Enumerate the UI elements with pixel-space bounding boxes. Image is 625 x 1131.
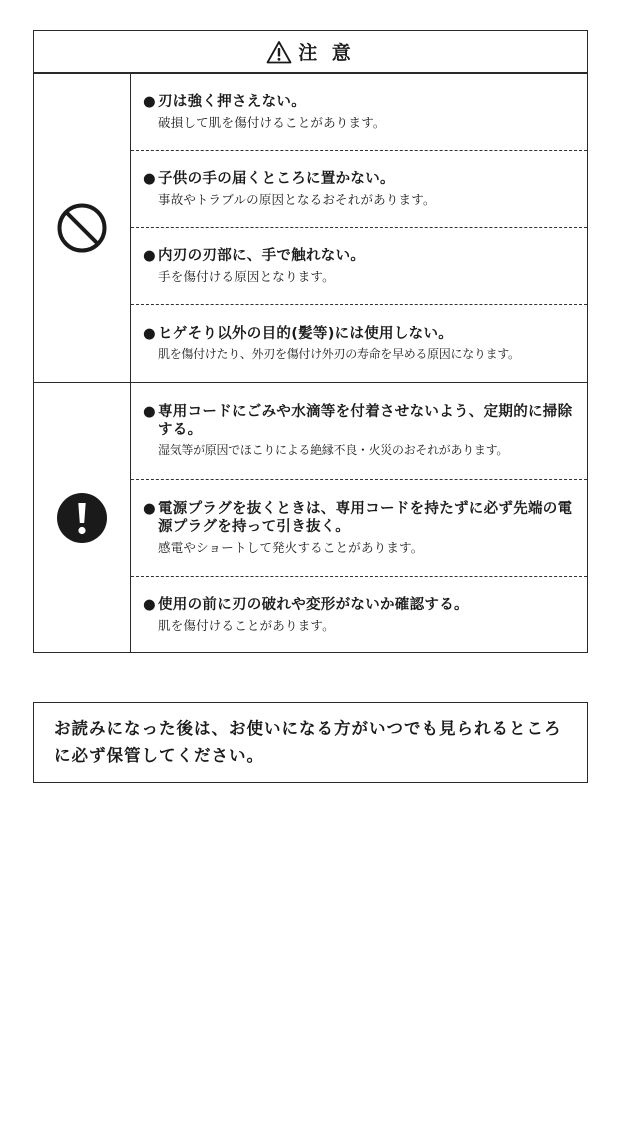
exclamation-circle-icon bbox=[56, 492, 108, 544]
list-item bbox=[131, 304, 587, 382]
item-heading: ● ヒゲそり以外の目的(髪等)には使用しない。 bbox=[143, 325, 454, 342]
bullet: ● bbox=[143, 94, 156, 110]
item-detail: 事故やトラブルの原因となるおそれがあります。 bbox=[158, 192, 436, 207]
prohibited-items bbox=[131, 74, 587, 382]
bullet: ● bbox=[143, 596, 156, 613]
prohibited-icon-cell bbox=[34, 74, 131, 382]
storage-notice: お読みになった後は、お使いになる方がいつでも見られるところに必ず保管してください。 bbox=[33, 702, 588, 783]
bullet: ● bbox=[143, 171, 156, 187]
item-heading: ● 内刃の刃部に、手で触れない。 bbox=[143, 248, 366, 264]
item-heading: ● 電源プラグを抜くときは、専用コードを持たずに必ず先端の電源プラグを持って引き抜く。 bbox=[143, 501, 573, 535]
prohibited-section bbox=[34, 73, 587, 382]
list-item bbox=[131, 576, 587, 652]
warning-triangle-icon bbox=[266, 40, 292, 64]
item-detail: 感電やショートして発火することがあります。 bbox=[158, 540, 424, 555]
item-heading: ● 使用の前に刃の破れや変形がないか確認する。 bbox=[143, 596, 469, 613]
item-heading: ● 子供の手の届くところに置かない。 bbox=[143, 171, 395, 187]
caution-header bbox=[34, 31, 587, 73]
list-item bbox=[131, 74, 587, 150]
bullet: ● bbox=[143, 248, 156, 264]
caution-table bbox=[33, 30, 588, 653]
bullet: ● bbox=[143, 404, 156, 420]
item-heading: ● 刃は強く押さえない。 bbox=[143, 94, 306, 110]
item-detail: 湿気等が原因でほこりによる絶縁不良・火災のおそれがあります。 bbox=[158, 443, 509, 457]
bullet: ● bbox=[143, 325, 156, 342]
mandatory-items bbox=[131, 383, 587, 652]
caution-title: 注 意 bbox=[298, 42, 355, 64]
mandatory-icon-cell bbox=[34, 383, 131, 652]
item-detail: 肌を傷付けることがあります。 bbox=[158, 617, 335, 633]
item-detail: 肌を傷付けたり、外刃を傷付け外刃の寿命を早める原因になります。 bbox=[158, 346, 520, 361]
prohibited-circle-icon bbox=[56, 202, 108, 254]
item-heading: ● 専用コードにごみや水滴等を付着させないよう、定期的に掃除する。 bbox=[143, 404, 573, 438]
list-item bbox=[131, 383, 587, 479]
item-detail: 手を傷付ける原因となります。 bbox=[158, 269, 335, 284]
list-item bbox=[131, 150, 587, 227]
list-item bbox=[131, 227, 587, 304]
mandatory-section bbox=[34, 382, 587, 652]
bullet: ● bbox=[143, 501, 156, 517]
item-detail: 破損して肌を傷付けることがあります。 bbox=[158, 115, 386, 130]
list-item bbox=[131, 479, 587, 576]
